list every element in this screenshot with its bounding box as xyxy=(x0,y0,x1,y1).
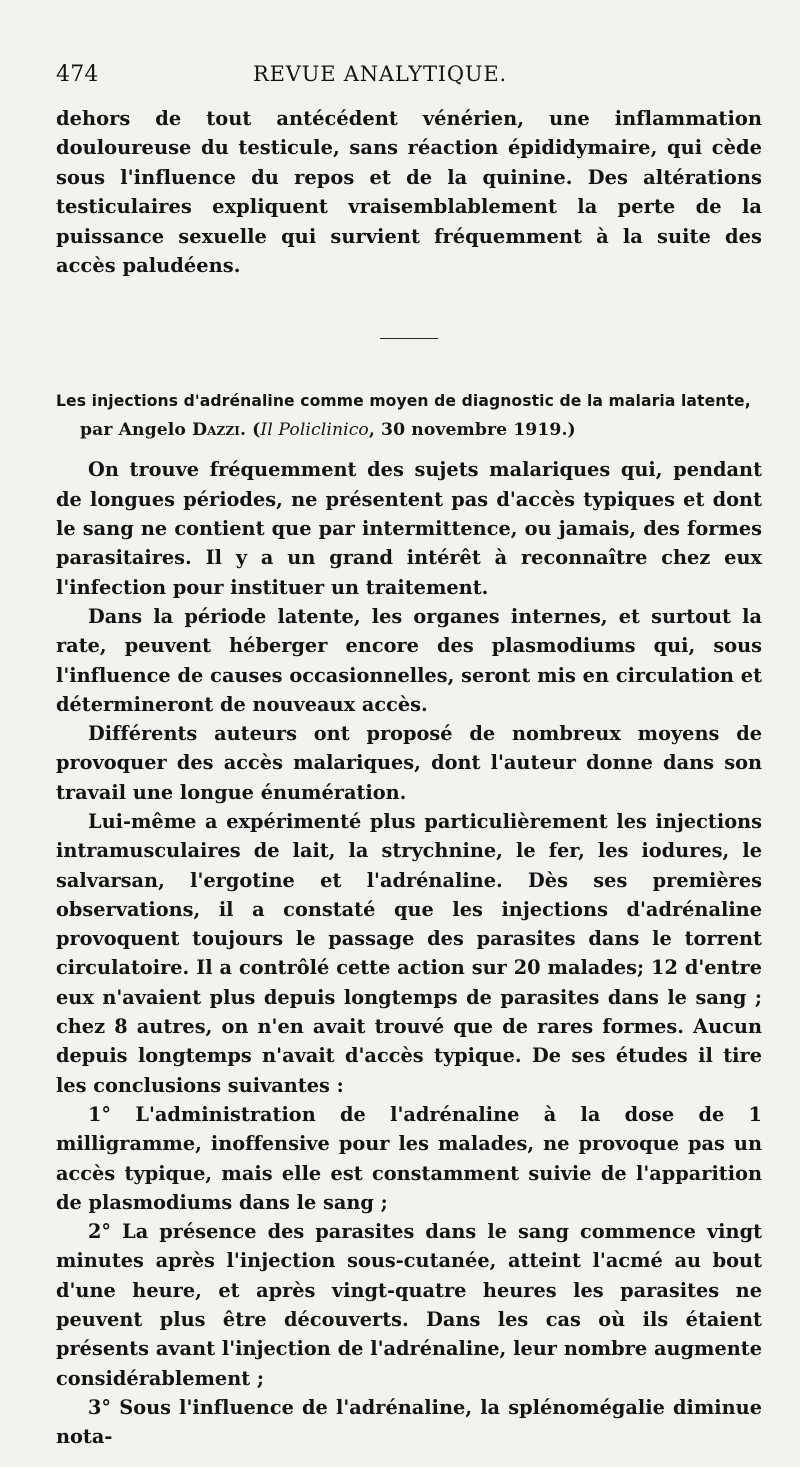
article-title: Les injections d'adrénaline comme moyen de diagnostic de la malaria latente, xyxy=(56,392,751,411)
article-heading xyxy=(56,387,762,445)
page-number: 474 xyxy=(56,62,99,87)
journal-title: REVUE ANALYTIQUE. xyxy=(252,62,507,86)
article-paragraph-1: On trouve fréquemment des sujets malariques qui, pendant de longues périodes, ne présentent pas d'accès typiques et dont le sang ne contient que par intermittence, ou jamais, des formes parasitaires. Il y a un grand intérêt à reconnaître chez eux l'infection pour instituer un traitement. xyxy=(56,458,762,599)
conclusion-1: 1° L'administration de l'adrénaline à la dose de 1 milligramme, inoffensive pour les malades, ne provoque pas un accès typique, mais elle est constamment suivie de l'apparition de plasmodiums dans le sang ; xyxy=(56,1102,762,1214)
conclusion-2: 2° La présence des parasites dans le sang commence vingt minutes après l'injection sous-cutanée, atteint l'acmé au bout d'une heure, et après vingt-quatre heures les parasites ne peuvent plus être découverts. Dans les cas où ils étaient présents avant l'injection de l'adrénaline, leur nombre augmente considérablement ; xyxy=(56,1220,762,1390)
article-paragraph-4: Lui-même a expérimenté plus particulièrement les injections intramusculaires de lait, la strychnine, le fer, les iodures, le salvarsan, l'ergotine et l'adrénaline. Dès ses premières observations, il a constaté que les injections d'adrénaline provoquent toujours le passage des parasites dans le torrent circulatoire. Il a contrôlé cette action sur 20 malades; 12 d'entre eux n'avaient plus depuis longtemps de parasites dans le sang ; chez 8 autres, on n'en avait trouvé que de rares formes. Aucun depuis longtemps n'avait d'accès typique. De ses études il tire les conclusions suivantes : xyxy=(56,810,762,1097)
author-prefix: par xyxy=(80,420,113,441)
author-last-name: Dazzi. xyxy=(192,420,247,441)
previous-article-paragraph: dehors de tout antécédent vénérien, une inflammation douloureuse du testicule, sans réaction épididymaire, qui cède sous l'influence du repos et de la quinine. Des altérations testiculaires expliquent vraisemblablement la perte de la puissance sexuelle qui survient fréquemment à la suite des accès paludéens. xyxy=(56,107,762,278)
source-open-paren: ( xyxy=(252,420,261,441)
running-head xyxy=(56,62,762,96)
author-first-name: Angelo xyxy=(118,420,186,441)
conclusion-3: 3° Sous l'influence de l'adrénaline, la splénomégalie diminue nota- xyxy=(56,1395,762,1449)
article-paragraph-2: Dans la période latente, les organes internes, et surtout la rate, peuvent héberger encore des plasmodiums qui, sous l'influence de causes occasionnelles, seront mis en circulation et détermineront de nouveaux accès. xyxy=(56,604,762,716)
article-paragraph-3: Différents auteurs ont proposé de nombreux moyens de provoquer des accès malariques, dont l'auteur donne dans son travail une longue énumération. xyxy=(56,722,762,804)
page xyxy=(56,62,762,1452)
source-title: Il Policlinico xyxy=(260,420,369,441)
article-separator xyxy=(380,338,438,339)
source-date: , 30 novembre 1919.) xyxy=(368,420,576,441)
